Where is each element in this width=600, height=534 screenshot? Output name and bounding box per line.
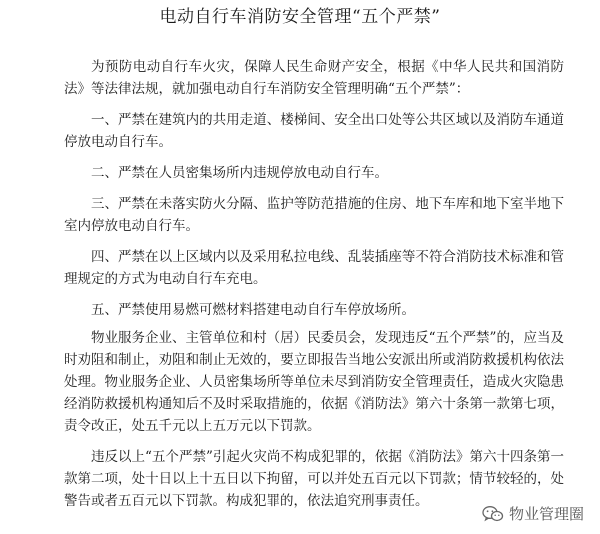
account-watermark	[478, 501, 588, 526]
rule-5-paragraph: 五、严禁使用易燃可燃材料搭建电动自行车停放场所。	[91, 302, 415, 318]
penalty-paragraph: 违反以上“五个严禁”引起火灾尚不构成犯罪的，依据《消防法》第六十四条第一款第二项，处十日以上十五日以下拘留，可以并处五百元以下罚款；情节较轻的，处警告或者五百元以下罚款。构成犯罪的，依法追究刑事责任。	[64, 449, 564, 509]
wechat-icon	[482, 505, 504, 523]
document-body	[64, 56, 564, 521]
watermark-text: 物业管理圈	[508, 505, 584, 523]
document-title: 电动自行车消防安全管理“五个严禁”	[159, 7, 441, 27]
responsibility-paragraph: 物业服务企业、主管单位和村（居）民委员会，发现违反“五个严禁”的，应当及时劝阻和制止，劝阻和制止无效的，要立即报告当地公安派出所或消防救援机构依法处理。物业服务企业、人员密集场所等单位未尽到消防安全管理责任，造成火灾隐患经消防救援机构通知后不及时采取措施的，依据《消防法》第六十条第一款第七项，责令改正，处五千元以上五万元以下罚款。	[64, 330, 564, 434]
intro-paragraph: 为预防电动自行车火灾，保障人民生命财产安全，根据《中华人民共和国消防法》等法律法规，就加强电动自行车消防安全管理明确“五个严禁”：	[64, 59, 564, 97]
rule-1-paragraph: 一、严禁在建筑内的共用走道、楼梯间、安全出口处等公共区域以及消防车通道停放电动自行车。	[64, 112, 564, 150]
rule-4-paragraph: 四、严禁在以上区域内以及采用私拉电线、乱装插座等不符合消防技术标准和管理规定的方式为电动自行车充电。	[64, 249, 564, 287]
rule-3-paragraph: 三、严禁在未落实防火分隔、监护等防范措施的住房、地下车库和地下室半地下室内停放电动自行车。	[64, 196, 564, 234]
rule-2-paragraph: 二、严禁在人员密集场所内违规停放电动自行车。	[91, 165, 388, 181]
